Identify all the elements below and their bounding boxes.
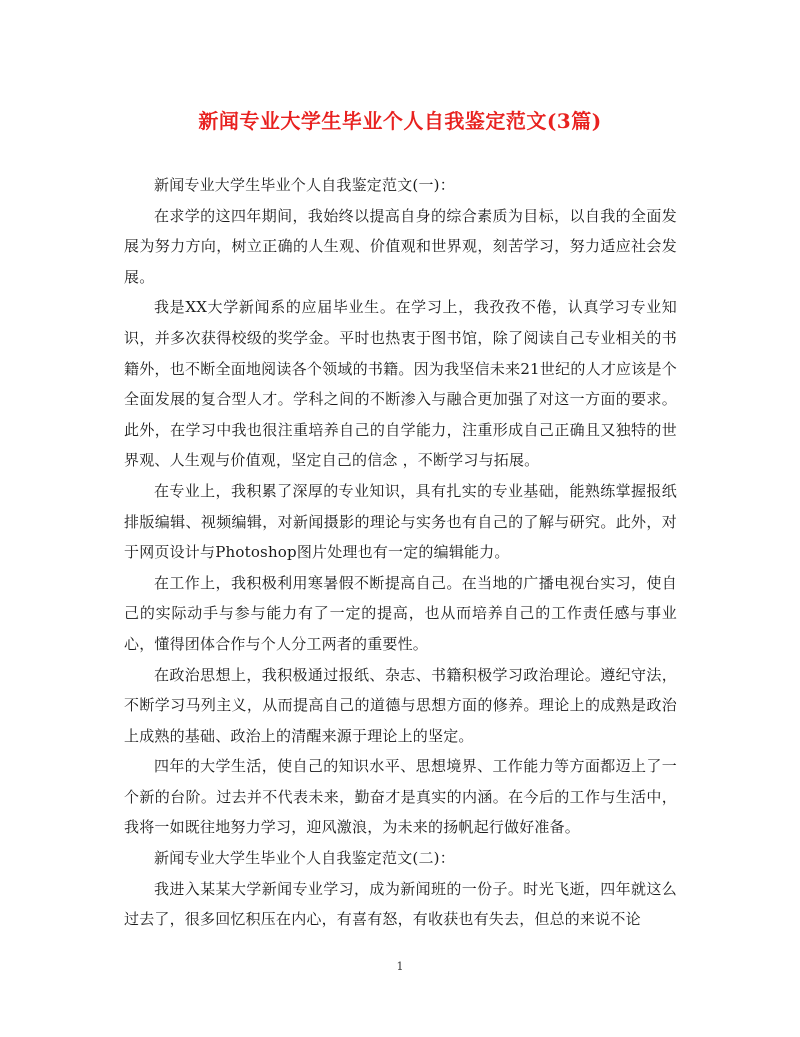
- document-body: [124, 170, 677, 935]
- section-heading-2: 新闻专业大学生毕业个人自我鉴定范文(二)：: [154, 849, 455, 868]
- paragraph: 在专业上，我积累了深厚的专业知识，具有扎实的专业基础，能熟练掌握报纸排版编辑、视频编辑，对新闻摄影的理论与实务也有自己的了解与研究。此外，对于网页设计与Photoshop图片处理也有一定的编辑能力。: [124, 481, 677, 562]
- paragraph: 在工作上，我积极利用寒暑假不断提高自己。在当地的广播电视台实习，使自己的实际动手与参与能力有了一定的提高，也从而培养自己的工作责任感与事业心，懂得团体合作与个人分工两者的重要性。: [124, 573, 677, 653]
- page-number: 1: [396, 960, 404, 973]
- paragraph: 在求学的这四年期间，我始终以提高自身的综合素质为目标，以自我的全面发展为努力方向，树立正确的人生观、价值观和世界观，刻苦学习，努力适应社会发展。: [124, 206, 677, 286]
- paragraph: 我是XX大学新闻系的应届毕业生。在学习上，我孜孜不倦，认真学习专业知识，并多次获得校级的奖学金。平时也热衷于图书馆，除了阅读自己专业相关的书籍外，也不断全面地阅读各个领域的书籍。因为我坚信未来21世纪的人才应该是个全面发展的复合型人才。学科之间的不断渗入与融合更加强了对这一方面的要求。此外，在学习中我也很注重培养自己的自学能力，注重形成自己正确且又独特的世界观、人生观与价值观，坚定自己的信念 ，不断学习与拓展。: [124, 298, 677, 470]
- section-heading-1: 新闻专业大学生毕业个人自我鉴定范文(一)：: [154, 176, 455, 194]
- paragraph: 四年的大学生活，使自己的知识水平、思想境界、工作能力等方面都迈上了一个新的台阶。过去并不代表未来，勤奋才是真实的内涵。在今后的工作与生活中，我将一如既往地努力学习，迎风激浪，为未来的扬帆起行做好准备。: [124, 757, 677, 837]
- paragraph: 在政治思想上，我积极通过报纸、杂志、书籍积极学习政治理论。遵纪守法，不断学习马列主义，从而提高自己的道德与思想方面的修养。理论上的成熟是政治上成熟的基础、政治上的清醒来源于理论上的坚定。: [124, 665, 677, 745]
- paragraph: 我进入某某大学新闻专业学习，成为新闻班的一份子。时光飞逝，四年就这么过去了，很多回忆积压在内心，有喜有怒，有收获也有失去，但总的来说不论: [124, 879, 677, 929]
- document-title: 新闻专业大学生毕业个人自我鉴定范文(3篇): [198, 109, 602, 133]
